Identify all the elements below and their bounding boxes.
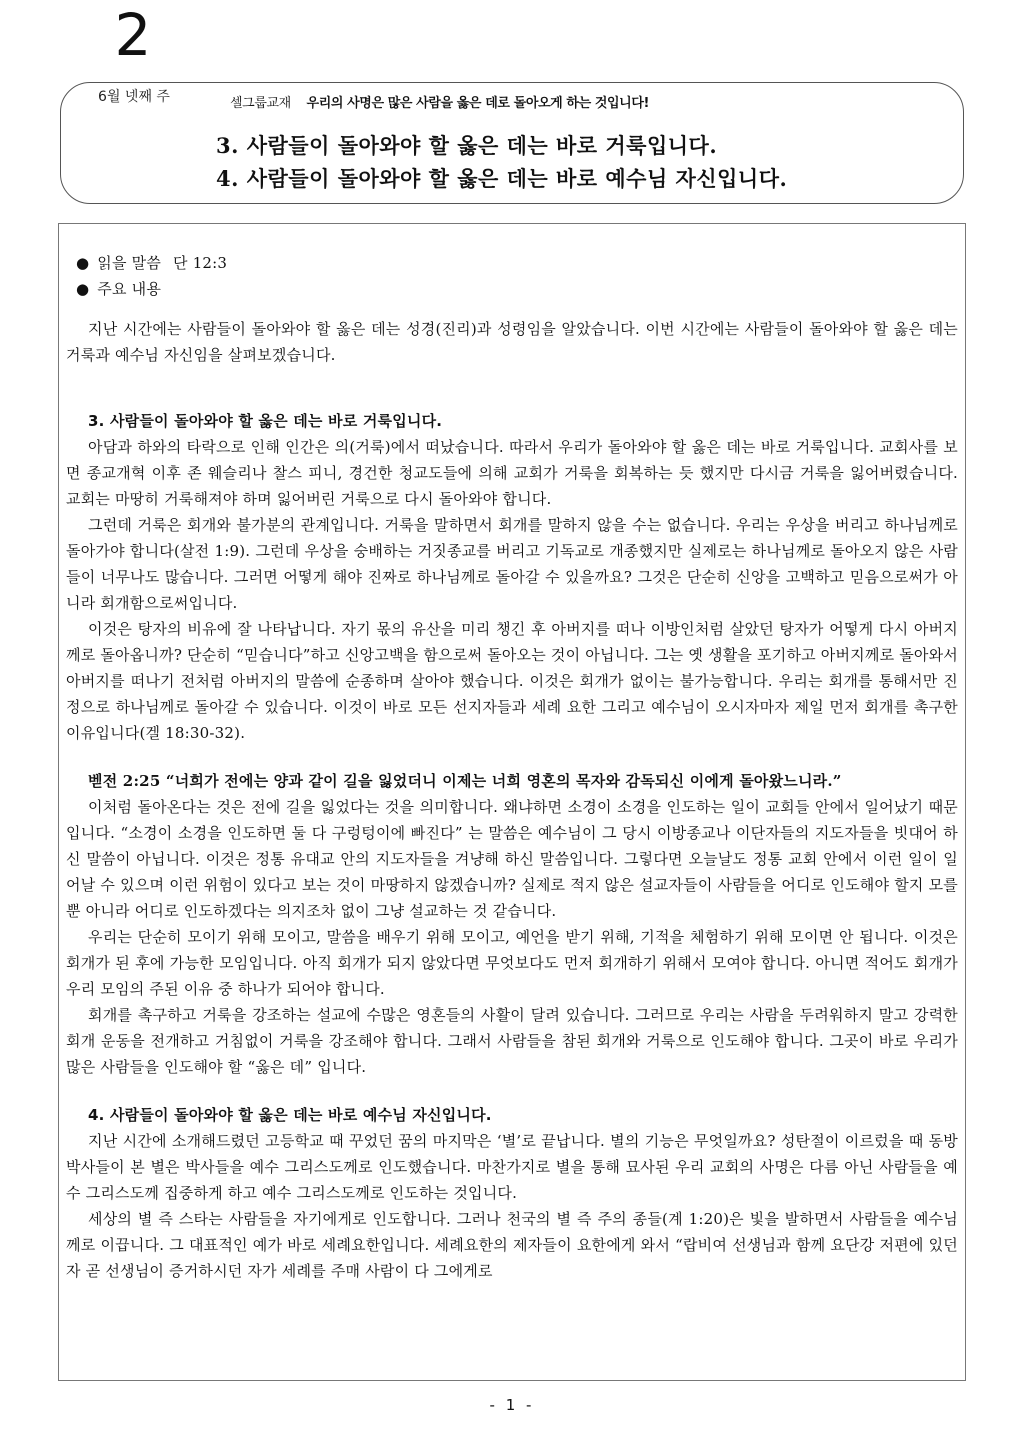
main-content-row [76,276,958,302]
section-3-heading: 3. 사람들이 돌아와야 할 옳은 데는 바로 거룩입니다. [88,412,443,430]
main-content [66,250,958,1284]
section-3-paragraph: 이처럼 돌아온다는 것은 전에 길을 잃었다는 것을 의미합니다. 왜냐하면 소경이 소경을 인도하는 일이 교회들 안에서 일어났기 때문입니다. “소경이 소경을 인도하면 둘 다 구렁텅이에 빠진다” 는 말씀은 예수님이 그 당시 이방종교나 이단자들의 지도자들을 빗대어 하신 말씀이 아닙니다. 이것은 정통 유대교 안의 지도자들을 겨냥해 하신 말씀입니다. 그렇다면 오늘날도 정통 교회 안에서 이런 일이 일어날 수 있으며 이런 위험이 있다고 보는 것이 마땅하지 않겠습니까? 실제로 적지 않은 설교자들이 사람들을 어디로 인도해야 할지 모를 뿐 아니라 어디로 인도하겠다는 의지조차 없이 그냥 설교하는 것 같습니다. [66,798,958,920]
section-3-paragraph: 우리는 단순히 모이기 위해 모이고, 말씀을 배우기 위해 모이고, 예언을 받기 위해, 기적을 체험하기 위해 모이면 안 됩니다. 이것은 회개가 된 후에 가능한 모임입니다. 아직 회개가 되지 않았다면 무엇보다도 먼저 회개하기 위해서 모여야 합니다. 아니면 적어도 회개가 우리 모임의 주된 이유 중 하나가 되어야 합니다. [66,928,958,998]
bullet-icon: ● [76,254,90,272]
section-4-heading: 4. 사람들이 돌아와야 할 옳은 데는 바로 예수님 자신입니다. [88,1106,492,1124]
section-4-paragraph: 세상의 별 즉 스타는 사람들을 자기에게로 인도합니다. 그러나 천국의 별 즉 주의 종들(계 1:20)은 빛을 발하면서 사람들을 예수님께로 이끕니다. 그 대표적인 예가 바로 세례요한입니다. 세례요한의 제자들이 요한에게 와서 “랍비여 선생님과 함께 요단강 저편에 있던 자 곧 선생님이 증거하시던 자가 세례를 주매 사람이 다 그에게로 [66,1210,958,1280]
section-3-paragraph: 그런데 거룩은 회개와 불가분의 관계입니다. 거룩을 말하면서 회개를 말하지 않을 수는 없습니다. 우리는 우상을 버리고 하나님께로 돌아가야 합니다(살전 1:9). 그런데 우상을 숭배하는 거짓종교를 버리고 기독교로 개종했지만 실제로는 하나님께로 돌아오지 않은 사람들이 너무나도 많습니다. 그러면 어떻게 해야 진짜로 하나님께로 돌아갈 수 있을까요? 그것은 단순히 신앙을 고백하고 믿음으로써가 아니라 회개함으로써입니다. [66,516,958,612]
series-line [230,92,649,111]
section-3-paragraph: 회개를 촉구하고 거룩을 강조하는 설교에 수많은 영혼들의 사활이 달려 있습니다. 그러므로 우리는 사람을 두려워하지 말고 강력한 회개 운동을 전개하고 거침없이 거룩을 강조해야 합니다. 그래서 사람들을 참된 회개와 거룩으로 인도해야 합니다. 그곳이 바로 우리가 많은 사람들을 인도해야 할 “옳은 데” 입니다. [66,1006,958,1076]
mission-statement: 우리의 사명은 많은 사람을 옳은 데로 돌아오게 하는 것입니다! [306,96,650,111]
lesson-number: 2 [114,1,152,69]
lesson-title-2: 4. 사람들이 돌아와야 할 옳은 데는 바로 예수님 자신입니다. [216,166,788,191]
lesson-title-1: 3. 사람들이 돌아와야 할 옳은 데는 바로 거룩입니다. [216,133,718,158]
section-3-paragraph: 이것은 탕자의 비유에 잘 나타납니다. 자기 몫의 유산을 미리 챙긴 후 아버지를 떠나 이방인처럼 살았던 탕자가 어떻게 다시 아버지께로 돌아옵니까? 단순히 “믿습니다”하고 신앙고백을 함으로써 돌아오는 것이 아닙니다. 그는 옛 생활을 포기하고 아버지께로 돌아와서 아버지를 떠나기 전처럼 아버지의 말씀에 순종하며 살아야 했습니다. 이것은 회개가 없이는 불가능합니다. 우리는 회개를 통해서만 진정으로 하나님께로 돌아갈 수 있습니다. 이것이 바로 모든 선지자들과 세례 요한 그리고 예수님이 오시자마자 제일 먼저 회개를 촉구한 이유입니다(겔 18:30-32). [66,620,958,742]
scripture-verse: 벧전 2:25 “너희가 전에는 양과 같이 길을 잃었더니 이제는 너희 영혼의 목자와 감독되신 이에게 돌아왔느니라.” [88,772,842,790]
intro-paragraph: 지난 시간에는 사람들이 돌아와야 할 옳은 데는 성경(진리)과 성령임을 알았습니다. 이번 시간에는 사람들이 돌아와야 할 옳은 데는 거룩과 예수님 자신임을 살펴보겠습니다. [66,320,958,364]
reading-reference: 단 12:3 [173,254,228,272]
page-number: - 1 - [489,1396,535,1414]
series-label: 셀그룹교재 [230,96,291,111]
section-4-paragraph: 지난 시간에 소개해드렸던 고등학교 때 꾸었던 꿈의 마지막은 ‘별’로 끝납니다. 별의 기능은 무엇일까요? 성탄절이 이르렀을 때 동방박사들이 본 별은 박사들을 예수 그리스도께로 인도했습니다. 마찬가지로 별을 통해 묘사된 우리 교회의 사명은 다름 아닌 사람들을 예수 그리스도께 집중하게 하고 예수 그리스도께로 인도하는 것입니다. [66,1132,958,1202]
bullet-icon: ● [76,280,90,298]
week-label: 6월 넷째 주 [98,89,170,105]
section-3-paragraph: 아담과 하와의 타락으로 인해 인간은 의(거룩)에서 떠났습니다. 따라서 우리가 돌아와야 할 옳은 데는 바로 거룩입니다. 교회사를 보면 종교개혁 이후 존 웨슬리나 찰스 피니, 경건한 청교도들에 의해 교회가 거룩을 회복하는 듯 했지만 다시금 거룩을 잃어버렸습니다. 교회는 마땅히 거룩해져야 하며 잃어버린 거룩으로 다시 돌아와야 합니다. [66,438,958,508]
reading-row [76,250,958,276]
reading-label: 읽을 말씀 [97,254,162,272]
main-content-label: 주요 내용 [97,280,162,298]
